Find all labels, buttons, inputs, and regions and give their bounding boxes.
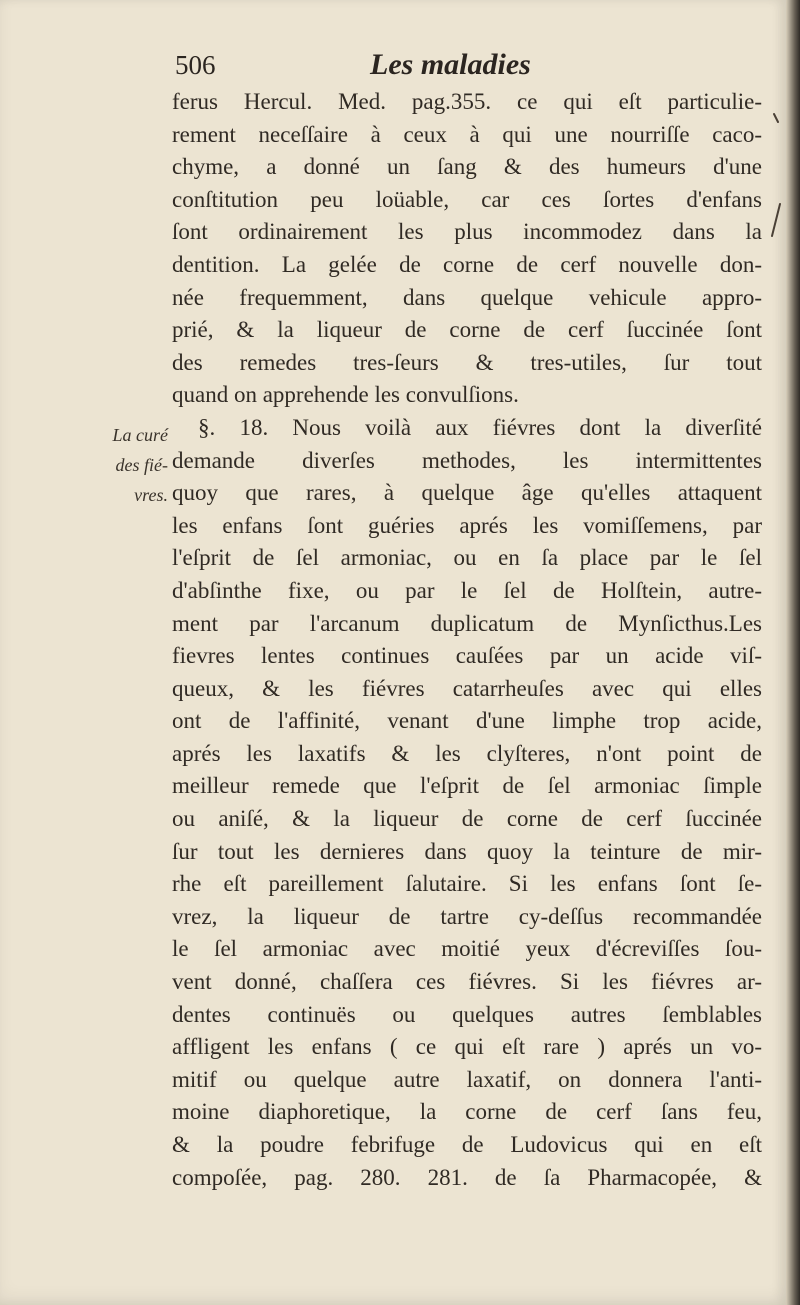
body-text [172,86,762,1194]
text-line: mitif ou quelque autre laxatif, on donnera l'anti- [172,1066,762,1092]
text-line: affligent les enfans ( ce qui eſt rare ) aprés un vo- [172,1034,762,1060]
text-line: vent donné, chaſſera ces fiévres. Si les fiévres ar- [172,969,762,995]
text-line: l'eſprit de ſel armoniac, ou en ſa place par le ſel [172,545,762,571]
margin-note-line: La curé [112,425,168,445]
text-line: des remedes tres-ſeurs & tres-utiles, ſur tout [172,349,762,375]
text-line: ment par l'arcanum duplicatum de Mynſicthus.Les [172,610,762,636]
text-line: queux, & les fiévres catarrheuſes avec qui elles [172,675,762,701]
text-line: ſont ordinairement les plus incommodez dans la [172,219,762,245]
text-line: ont de l'affinité, venant d'une limphe trop acide, [172,708,762,734]
text-line: rhe eſt pareillement ſalutaire. Si les enfans ſont ſe- [172,871,762,897]
text-line: ferus Hercul. Med. pag.355. ce qui eſt particulie- [172,89,762,114]
ink-stroke-mark [760,108,784,248]
text-line: vrez, la liqueur de tartre cy-deſſus recommandée [172,903,762,929]
text-line: fievres lentes continues cauſées par un acide viſ- [172,643,762,669]
margin-note [98,420,168,510]
margin-note-line: des fié- [115,455,168,475]
text-line: d'abſinthe fixe, ou par le ſel de Holſtein, autre- [172,577,762,603]
text-line: dentes continuës ou quelques autres ſemblables [172,1001,762,1027]
text-line: & la poudre febrifuge de Ludovicus qui en eſt [172,1132,762,1157]
text-line: chyme, a donné un ſang & des humeurs d'une [172,154,762,180]
text-line: quand on apprehende les convulſions. [172,382,519,408]
text-line: le ſel armoniac avec moitié yeux d'écreviſſes ſou- [172,936,762,962]
text-line: meilleur remede que l'eſprit de ſel armoniac ſimple [172,773,762,799]
text-line: rement neceſſaire à ceux à qui une nourriſſe caco- [172,121,762,147]
text-line: dentition. La gelée de corne de cerf nouvelle don- [172,251,762,277]
text-line: née frequemment, dans quelque vehicule appro- [172,284,762,310]
text-line: ou aniſé, & la liqueur de corne de cerf ſuccinée [172,806,762,832]
running-head: Les maladies [370,48,531,81]
text-line: les enfans ſont guéries aprés les vomiſſemens, par [172,512,762,538]
page-edge [786,0,800,1305]
text-line: moine diaphoretique, la corne de cerf ſans feu, [172,1099,762,1125]
text-line: demande diverſes methodes, les intermittentes [172,447,762,473]
margin-note-line: vres. [134,485,168,505]
text-line: compoſée, pag. 280. 281. de ſa Pharmacopée, & [172,1164,762,1190]
text-line: conſtitution peu loüable, car ces ſortes d'enfans [172,186,762,212]
page-header [175,44,605,90]
text-line: ſur tout les dernieres dans quoy la teinture de mir- [172,838,762,864]
text-line: quoy que rares, à quelque âge qu'elles attaquent [172,480,762,506]
text-line: aprés les laxatifs & les clyſteres, n'ont point de [172,740,762,766]
text-line: prié, & la liqueur de corne de cerf ſuccinée ſont [172,317,762,343]
page-number: 506 [175,50,216,80]
text-line: §. 18. Nous voilà aux fiévres dont la diverſité [198,414,762,440]
